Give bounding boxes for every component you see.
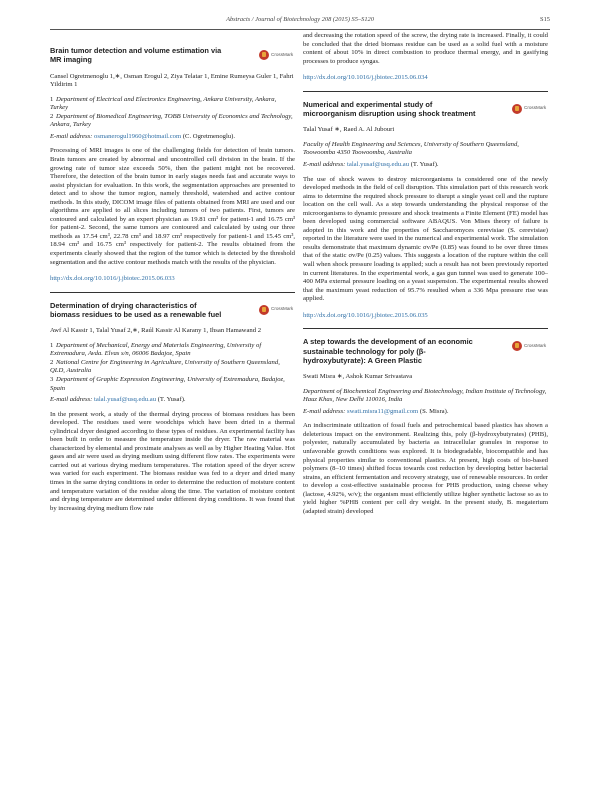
journal-citation: Abstracts / Journal of Biotechnology 208 (2015) S5–S120 [226,16,374,23]
affiliation: 1 Department of Electrical and Electronics Engineering, Ankara University, Ankara, Turkey [50,95,277,112]
abstract-brain-tumor [50,46,295,293]
abstract-green-plastic [303,337,548,516]
crossmark-icon [512,341,522,351]
abstract-text: Processing of MRI images is one of the challenging fields for detection of brain tumors. Brain tumors are created by abnormal and uncontrolled cell division in the brain. If the growing rate of tumor size exceeds 50%, then the patient might not be recovered. Therefore, the detection of the brain tumor in early stages needs fast and accurate ways to assist physician for evaluation. In this work, the segmentation approaches are presented to detect and to show the tumor region, namely threshold, watershed and active contour methods. In this study, DICOM image files of patients obtained from MRI are used and our algorithms are applied to all slices including tumors of two patients. First, tumors are contoured and calculated by an expert physician as 19.81 cm³ for patient-1 and 16.75 cm³ for patient-2. Second, the same tumors are contoured and calculated by using our three methods as 17.54 cm³, 22.78 cm³ and 18.97 cm³ respectively for patient-1 and 15.45 cm³, 18.94 cm³ and 16.75 cm³ respectively for patient-2. The results obtained from the experiments clearly showed that the region of the tumor which is detected by the threshold segmentation and the active contour methods match with the results of the physician. [50,147,295,266]
doi-link[interactable]: http://dx.doi.org/10.1016/j.jbiotec.2015.06.034 [303,74,428,82]
email-link[interactable]: swati.misra11@gmail.com [347,407,419,415]
affiliation: Department of Biochemical Engineering and Biotechnology, Indian Institute of Technology, Hauz Khas, New Delhi 110016, India [303,387,547,404]
email-link[interactable]: talal.yusaf@usq.edu.au [94,396,157,404]
affiliation: 2 National Centre for Engineering in Agriculture, University of Southern Queensland, QLD, Australia [50,358,280,375]
left-column [50,38,295,513]
doi-link[interactable]: http://dx.doi.org/10.1016/j.jbiotec.2015.06.035 [303,311,428,319]
abstract-shock-treatment [303,100,548,330]
article-title: A step towards the development of an economic sustainable technology for poly (β-hydroxybutyrate): A Green Plastic [303,337,473,365]
article-authors: Talal Yusaf ∗, Raed A. Al Jubouri [303,126,395,134]
section-divider [50,292,295,293]
running-header [50,16,550,28]
doi-link[interactable]: http://dx.doi.org/10.1016/j.jbiotec.2015.06.033 [50,275,175,283]
email-line: E-mail address: talal.yusaf@usq.edu.au (T. Yusaf). [50,396,186,404]
crossmark-icon [512,104,522,114]
email-line: E-mail address: osmanerogul1960@hotmail.com (C. Ogretmenoglu). [50,132,236,140]
abstract-text: The use of shock waves to destroy microorganisms is considered one of the newly developed methods in the field of cell disruption. This simulation part of this research work aims to determine the required shock pressure to disrupt a single yeast cell and the rupture location on the cell wall. As a step towards understanding the physical response of the microorganisms to dynamic pressure and shock treatments a Finite Element (FE) model has been developed using commercial software ABAQUS. Von Mises theory of failure is adopted in this work and the properties of Saccharomyces cerevisiae (S. cerevisiae) reported in the literature were used in the numerical and experimental work. The simulation results demonstrate that maximum dynamic σv/Pe (0.85) was found to be over three times that of the static σv/Pe (0.25) values. This suggests a location of the rupture within the cell wall when shock pressure loading is applied; such a result has not been previously reported in current literatures. In the experimental work, a gas gun tunnel was used to generate 100–400 MPa external pressure loading on a yeast suspension. The experimental results showed that the maximum yeast reduction of 95.7% resulted when a 336 Mpa pressure rise was applied. [303,175,548,303]
section-divider [303,91,548,92]
crossmark-badge[interactable]: CrossMark [259,48,295,62]
abstract-text: An indiscriminate utilization of fossil fuels and petrochemical based plastics has shown a deleterious impact on the environment. Realizing this, poly (β-hydroxybutyrates) (PHB), polyester, naturally accumulated by bacteria as intracellular granules in response to unfavorable growth conditions was explored. It is biodegradable, biocompatible and has physical properties similar to conventional plastics. At present, high costs of bio-based polymers (8–10 times) shifted focus towards cost reduction by developing better bacterial strains, an efficient fermentation and recovery strategy, use of renewable resources. In order to develop a cost-effective sustainable process for PHB production, using cheese whey (lactose, 4.92%, w/v); the organism must efficiently utilize higher synthetic lactose so as to yield higher %PHB content per cell dry weight. In the present study, B. megaterium (adapted strain) developed [303,422,548,515]
article-authors: Awf Al Kassir 1, Talal Yusaf 2,∗, Raúl Kassir Al Karany 1, Ihsan Hamawand 2 [50,327,262,335]
crossmark-badge[interactable]: CrossMark [512,339,548,353]
affiliation: 3 Department of Graphic Expression Engineering, University of Extremadura, Badajoz, Spain [50,375,285,392]
crossmark-badge[interactable]: CrossMark [512,102,548,116]
email-line: E-mail address: swati.misra11@gmail.com (S. Misra). [303,407,449,415]
article-authors: Cansel Ogretmenoglu 1,∗, Osman Erogul 2, Ziya Telatar 1, Emine Rumeysa Guler 1, Fahri Yildirim 1 [50,72,294,89]
section-divider [303,328,548,329]
article-title: Determination of drying characteristics of biomass residues to be used as a renewable fuel [50,300,222,319]
article-authors: Swati Misra ∗, Ashok Kumar Srivastava [303,373,413,381]
crossmark-icon [259,50,269,60]
abstract-text: In the present work, a study of the thermal drying process of biomass residues has been developed. The residues used were woodchips which have been dried in a thermal cylindrical dryer designed according to these types of residues. An experimental facility has been built in order to measure the temperature inside the dryer. The raw material was characterized by elemental and proximate analyses as well as by Higher Heating Value. Hot gases and air were used as drying medium using different flow rates. The experiments were carried out at various drying medium temperatures. The rotation speed of the dryer screw was varied for each experiment. The biomass residue was fed to a dryer and dried many times in the same drying conditions in order to determine the reduction of moisture content and temperature variation of the residue along the time. The variation of moisture content and drying temperature are determined under different drying conditions. It was found that by increasing drying medium flow rate [50,410,295,512]
article-title: Brain tumor detection and volume estimation via MR imaging [50,46,222,65]
email-link[interactable]: osmanerogul1960@hotmail.com [94,132,182,140]
email-line: E-mail address: talal.yusaf@usq.edu.au (T. Yusaf). [303,160,439,168]
crossmark-icon [259,305,269,315]
header-rule [50,29,550,30]
affiliation: 2 Department of Biomedical Engineering, TOBB University of Economics and Technology, Ankara, Turkey [50,112,293,129]
affiliation: Faculty of Health Engineering and Sciences, University of Southern Queensland, Toowoomba 4350 Toowoomba, Australia [303,140,519,157]
affiliation: 1 Department of Mechanical, Energy and Materials Engineering, University of Extremadura, Avda. Elvas s/n, 06006 Badajoz, Spain [50,341,262,358]
crossmark-badge[interactable]: CrossMark [259,303,295,317]
abstract-continuation: and decreasing the rotation speed of the screw, the drying rate is increased. Finally, it could be concluded that the dried biomass residue can be used as a solid fuel with a moisture content of about 10% in direct combustion to produce thermal energy, and in gasifying processes to produce syngas. [303,32,548,65]
abstract-drying-biomass [50,301,295,514]
email-link[interactable]: talal.yusaf@usq.edu.au [347,160,410,168]
article-title: Numerical and experimental study of microorganism disruption using shock treatment [303,99,476,119]
right-column [303,32,548,516]
page-number: S15 [540,16,550,23]
